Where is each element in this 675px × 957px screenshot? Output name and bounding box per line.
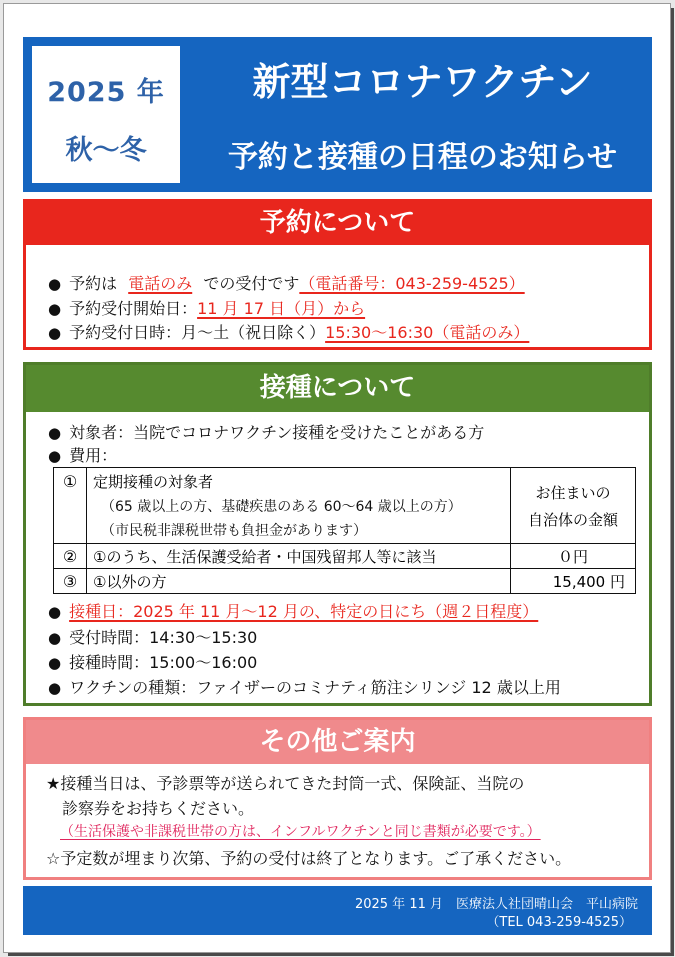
- bullet-icon: ●: [48, 654, 62, 672]
- phone-highlight: （電話番号：043-259-4525）: [299, 274, 525, 293]
- row-amount: 15,400 円: [511, 569, 636, 594]
- tel-label: （TEL 043-259-4525）: [486, 915, 632, 930]
- page-title: 新型コロナワクチン: [252, 60, 593, 104]
- text: 接種時間：15:00～16:00: [69, 653, 258, 672]
- bullet-icon: ●: [48, 629, 62, 647]
- text: での受付です: [203, 274, 300, 293]
- other-info-section: [23, 717, 652, 880]
- vaccine-line: [48, 675, 561, 698]
- row-description: ①以外の方: [87, 569, 511, 594]
- hours-highlight: 15:30～16:30（電話のみ）: [325, 323, 530, 342]
- start-date-highlight: 11 月 17 日（月）から: [197, 299, 366, 318]
- text: 費用：: [69, 446, 118, 465]
- bullet-icon: ●: [48, 603, 62, 621]
- row-description: [87, 468, 511, 544]
- vaccination-section: [23, 362, 652, 706]
- page-subtitle: 予約と接種の日程のお知らせ: [227, 140, 618, 175]
- footer-banner: [23, 886, 652, 935]
- bullet-icon: ●: [48, 275, 62, 293]
- text: 予約受付日時：月～土（祝日除く）: [69, 323, 326, 342]
- season-label: 秋～冬: [65, 135, 147, 166]
- table-row: [54, 468, 636, 544]
- fee-table: [53, 467, 636, 594]
- table-row: [54, 569, 636, 594]
- fee-line: [48, 443, 117, 466]
- reception-line: [48, 625, 257, 648]
- year-box: [32, 46, 180, 183]
- text: お住まいの: [535, 483, 611, 502]
- year-label: 2025 年: [47, 77, 165, 108]
- note-line: ☆予定数が埋まり次第、予約の受付は終了となります。ご了承ください。: [46, 849, 572, 868]
- text: 自治体の金額: [527, 510, 618, 529]
- reservation-line-start: [48, 296, 365, 319]
- row-amount: [511, 468, 636, 544]
- row-description: ①のうち、生活保護受給者・中国残留邦人等に該当: [87, 544, 511, 569]
- row-number: ③: [54, 569, 87, 594]
- reservation-line-method: [48, 271, 525, 294]
- text: 対象者：当院でコロナワクチン接種を受けたことがある方: [69, 423, 485, 442]
- bullet-icon: ●: [48, 424, 62, 442]
- bullet-icon: ●: [48, 324, 62, 342]
- bullet-icon: ●: [48, 447, 62, 465]
- injection-line: [48, 650, 257, 673]
- other-info-heading: その他ご案内: [26, 720, 649, 764]
- text: 予約は: [69, 274, 118, 293]
- row-title: 定期接種の対象者: [93, 473, 214, 491]
- text: ワクチンの種類：ファイザーのコミナティ筋注シリンジ 12 歳以上用: [69, 678, 561, 697]
- row-amount: ０円: [511, 544, 636, 569]
- reservation-section: [23, 199, 652, 350]
- row-note: （市民税非課税世帯も負担金があります）: [101, 523, 367, 539]
- table-row: [54, 544, 636, 569]
- date-highlight: 接種日：2025 年 11 月～12 月の、特定の日にち（週２日程度）: [69, 602, 539, 621]
- row-note: （65 歳以上の方、基礎疾患のある 60～64 歳以上の方）: [101, 499, 462, 515]
- bullet-icon: ●: [48, 679, 62, 697]
- method-highlight: 電話のみ: [128, 274, 193, 293]
- header-banner: [23, 37, 652, 192]
- date-line: [48, 599, 538, 622]
- target-line: [48, 420, 484, 443]
- bullet-icon: ●: [48, 300, 62, 318]
- issuer-label: 2025 年 11 月 医療法人社団晴山会 平山病院: [354, 897, 638, 912]
- note-line: 診察券をお持ちください。: [62, 799, 255, 818]
- vaccination-heading: 接種について: [26, 365, 649, 412]
- note-highlight: （生活保護や非課税世帯の方は、インフルワクチンと同じ書類が必要です。）: [60, 824, 541, 840]
- row-number: ①: [54, 468, 87, 544]
- text: 予約受付開始日：: [69, 299, 198, 318]
- reservation-heading: 予約について: [26, 202, 649, 245]
- note-line: ★接種当日は、予診票等が送られてきた封筒一式、保険証、当院の: [46, 774, 525, 793]
- reservation-line-hours: [48, 320, 529, 343]
- text: 受付時間：14:30～15:30: [69, 628, 258, 647]
- row-number: ②: [54, 544, 87, 569]
